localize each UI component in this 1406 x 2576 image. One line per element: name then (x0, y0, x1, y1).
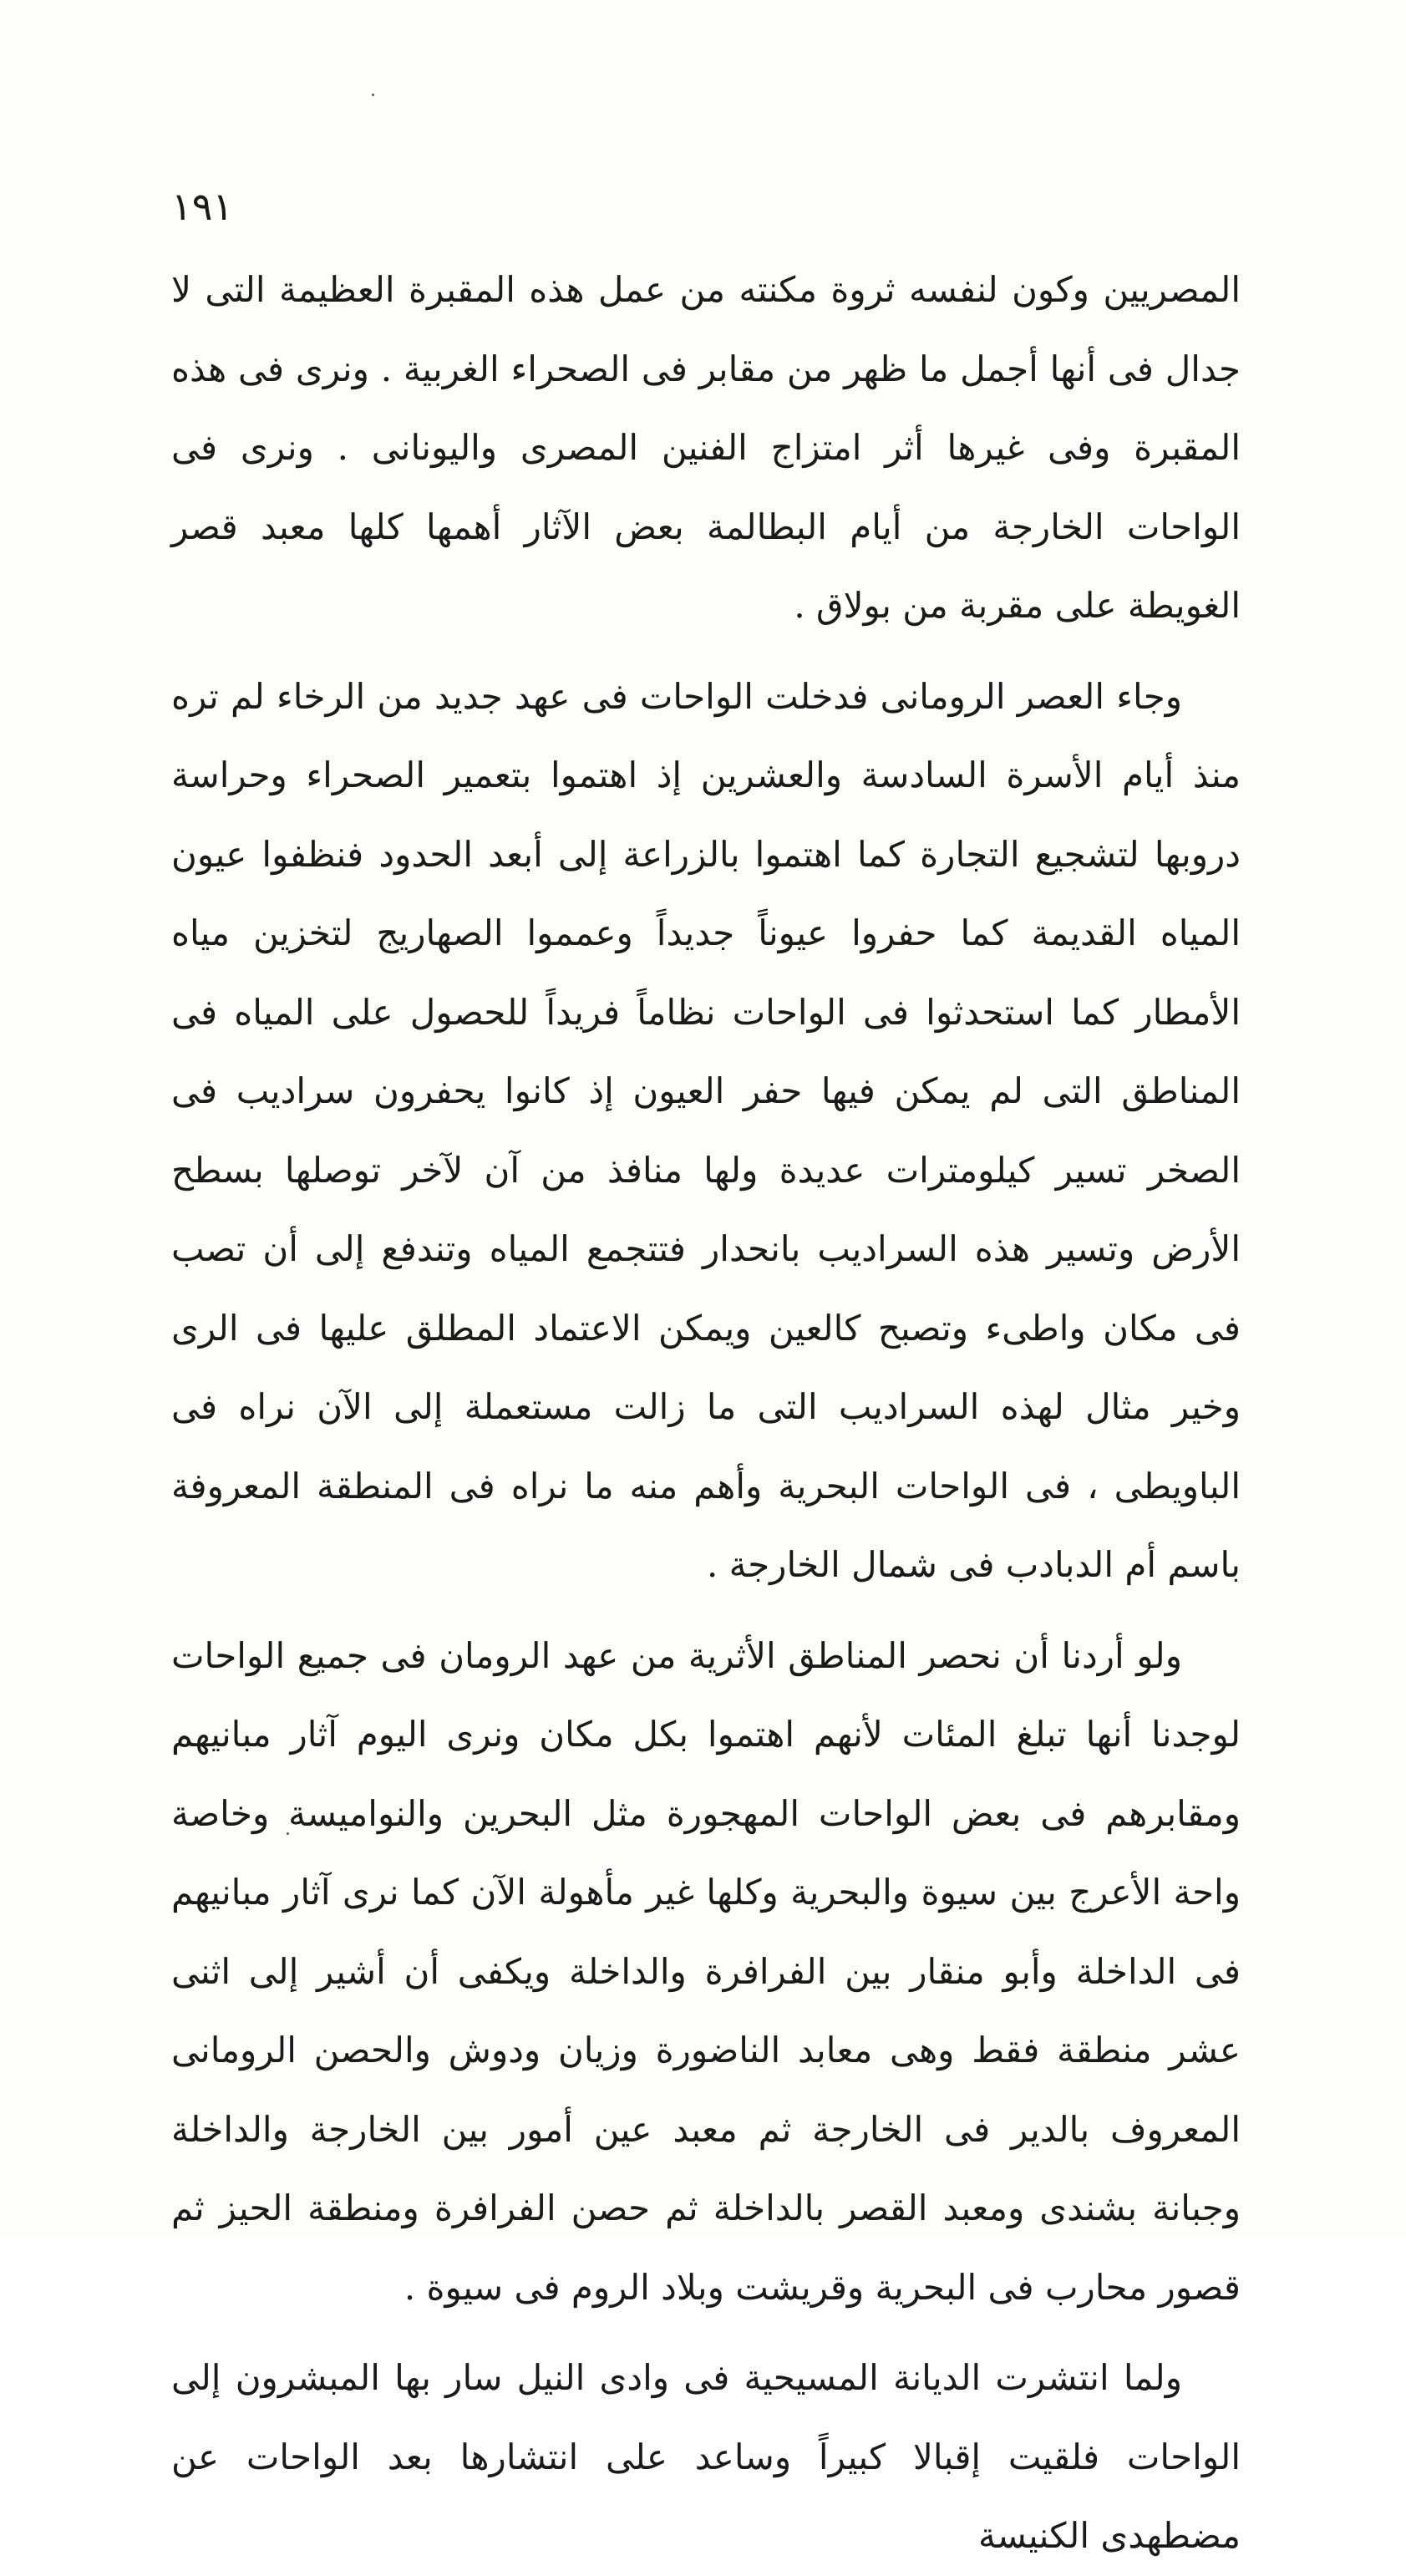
body-text (171, 251, 1241, 2576)
page-number: ١٩١ (171, 184, 234, 229)
scan-speck (372, 94, 374, 96)
paragraph-2: وجاء العصر الرومانى فدخلت الواحات فى عهد جديد من الرخاء لم تره منذ أيام الأسرة السادسة والعشرين إذ اهتموا بتعمير الصحراء وحراسة دروبها لتشجيع التجارة كما اهتموا بالزراعة إلى أبعد الحدود فنظفوا عيون المياه القديمة كما حفروا عيوناً جديداً وعمموا الصهاريج لتخزين مياه الأمطار كما استحدثوا فى الواحات نظاماً فريداً للحصول على المياه فى المناطق التى لم يمكن فيها حفر العيون إذ كانوا يحفرون سراديب فى الصخر تسير كيلومترات عديدة ولها منافذ من آن لآخر توصلها بسطح الأرض وتسير هذه السراديب بانحدار فتتجمع المياه وتندفع إلى أن تصب فى مكان واطىء وتصبح كالعين ويمكن الاعتماد المطلق عليها فى الرى وخير مثال لهذه السراديب التى ما زالت مستعملة إلى الآن نراه فى الباويطى ، فى الواحات البحرية وأهم منه ما نراه فى المنطقة المعروفة باسم أم الدبادب فى شمال الخارجة . (171, 675, 1241, 1585)
paragraph-4: ولما انتشرت الديانة المسيحية فى وادى النيل سار بها المبشرون إلى الواحات فلقيت إقبالا كبيراً وساعد على انتشارها بعد الواحات عن مضطهدى الكنيسة (171, 2357, 1241, 2556)
paragraph-3: ولو أردنا أن نحصر المناطق الأثرية من عهد الرومان فى جميع الواحات لوجدنا أنها تبلغ المئات لأنهم اهتموا بكل مكان ونرى اليوم آثار مبانيهم ومقابرهم فى بعض الواحات المهجورة مثل البحرين والنواميسة وخاصة واحة الأعرج بين سيوة والبحرية وكلها غير مأهولة الآن كما نرى آثار مبانيهم فى الداخلة وأبو منقار بين الفرافرة والداخلة ويكفى أن أشير إلى اثنى عشر منطقة فقط وهى معابد الناضورة وزيان ودوش والحصن الرومانى المعروف بالدير فى الخارجة ثم معبد عين أمور بين الخارجة والداخلة وجبانة بشندى ومعبد القصر بالداخلة ثم حصن الفرافرة ومنطقة الحيز ثم قصور محارب فى البحرية وقريشت وبلاد الروم فى سيوة . (171, 1634, 1241, 2308)
paragraph-1: المصريين وكون لنفسه ثروة مكنته من عمل هذه المقبرة العظيمة التى لا جدال فى أنها أجمل ما ظهر من مقابر فى الصحراء الغربية . ونرى فى هذه المقبرة وفى غيرها أثر امتزاج الفنين المصرى واليونانى . ونرى فى الواحات الخارجة من أيام البطالمة بعض الآثار أهمها كلها معبد قصر الغويطة على مقربة من بولاق . (171, 269, 1241, 626)
